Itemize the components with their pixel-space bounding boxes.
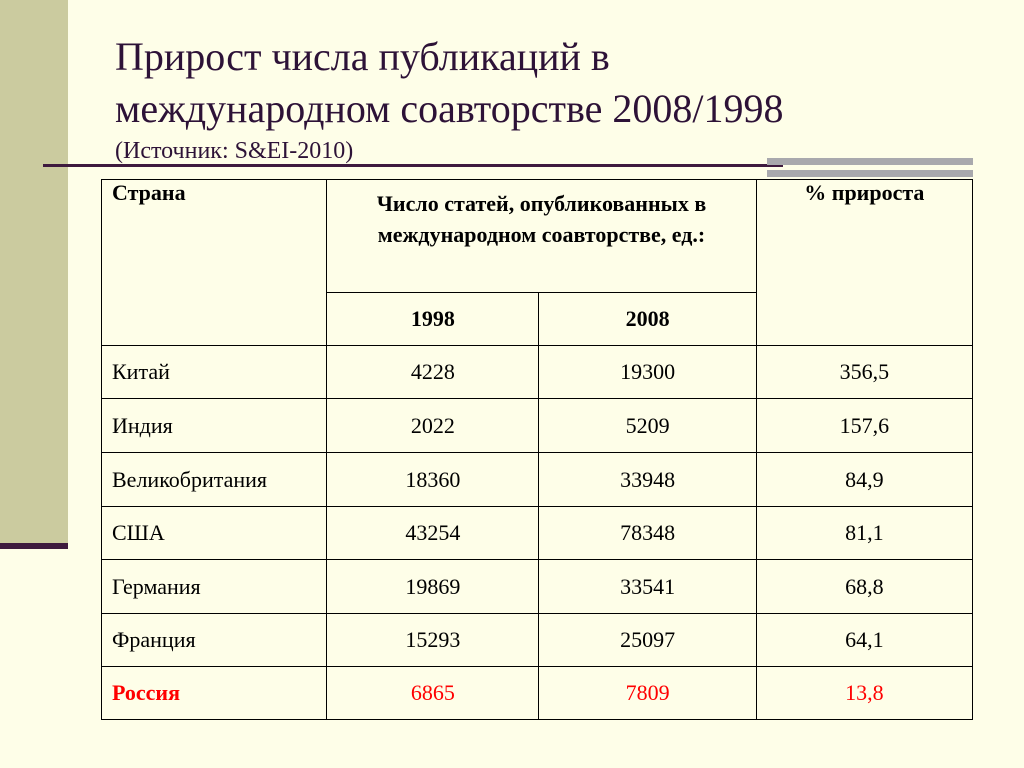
table-row (102, 560, 973, 614)
cell-1998: 6865 (327, 667, 539, 720)
header-year-1998: 1998 (327, 293, 539, 346)
side-decoration (0, 0, 68, 543)
title-line-2: международном соавторстве 2008/1998 (115, 86, 784, 131)
cell-1998: 2022 (327, 399, 539, 453)
slide-title (115, 31, 995, 135)
cell-2008: 25097 (539, 614, 756, 667)
table-row (102, 667, 973, 720)
source-note: (Источник: S&EI-2010) (115, 138, 354, 164)
header-articles: Число статей, опубликованных в международном соавторстве, ед.: (327, 180, 756, 293)
cell-country: США (102, 507, 327, 560)
table-row (102, 453, 973, 507)
cell-1998: 15293 (327, 614, 539, 667)
cell-country: Великобритания (102, 453, 327, 507)
cell-growth: 81,1 (756, 507, 972, 560)
cell-country: Индия (102, 399, 327, 453)
cell-1998: 19869 (327, 560, 539, 614)
cell-1998: 43254 (327, 507, 539, 560)
cell-country: Китай (102, 346, 327, 399)
cell-2008: 33541 (539, 560, 756, 614)
table-row (102, 507, 973, 560)
gray-accent-bar (767, 158, 973, 165)
header-year-2008: 2008 (539, 293, 756, 346)
header-country: Страна (102, 180, 327, 346)
cell-1998: 4228 (327, 346, 539, 399)
cell-2008: 78348 (539, 507, 756, 560)
cell-2008: 7809 (539, 667, 756, 720)
side-decoration-line (0, 543, 68, 549)
cell-growth: 68,8 (756, 560, 972, 614)
cell-country: Россия (102, 667, 327, 720)
table-row (102, 399, 973, 453)
cell-growth: 157,6 (756, 399, 972, 453)
table-header-row (102, 180, 973, 293)
gray-accent-bar (767, 170, 973, 177)
cell-growth: 64,1 (756, 614, 972, 667)
cell-growth: 84,9 (756, 453, 972, 507)
table-row (102, 614, 973, 667)
title-line-1: Прирост числа публикаций в (115, 34, 610, 79)
cell-country: Франция (102, 614, 327, 667)
cell-growth: 356,5 (756, 346, 972, 399)
cell-2008: 5209 (539, 399, 756, 453)
cell-1998: 18360 (327, 453, 539, 507)
table-row (102, 346, 973, 399)
cell-2008: 33948 (539, 453, 756, 507)
cell-2008: 19300 (539, 346, 756, 399)
header-growth: % прироста (756, 180, 972, 346)
cell-country: Германия (102, 560, 327, 614)
data-table (101, 179, 973, 720)
title-divider (43, 164, 783, 167)
cell-growth: 13,8 (756, 667, 972, 720)
